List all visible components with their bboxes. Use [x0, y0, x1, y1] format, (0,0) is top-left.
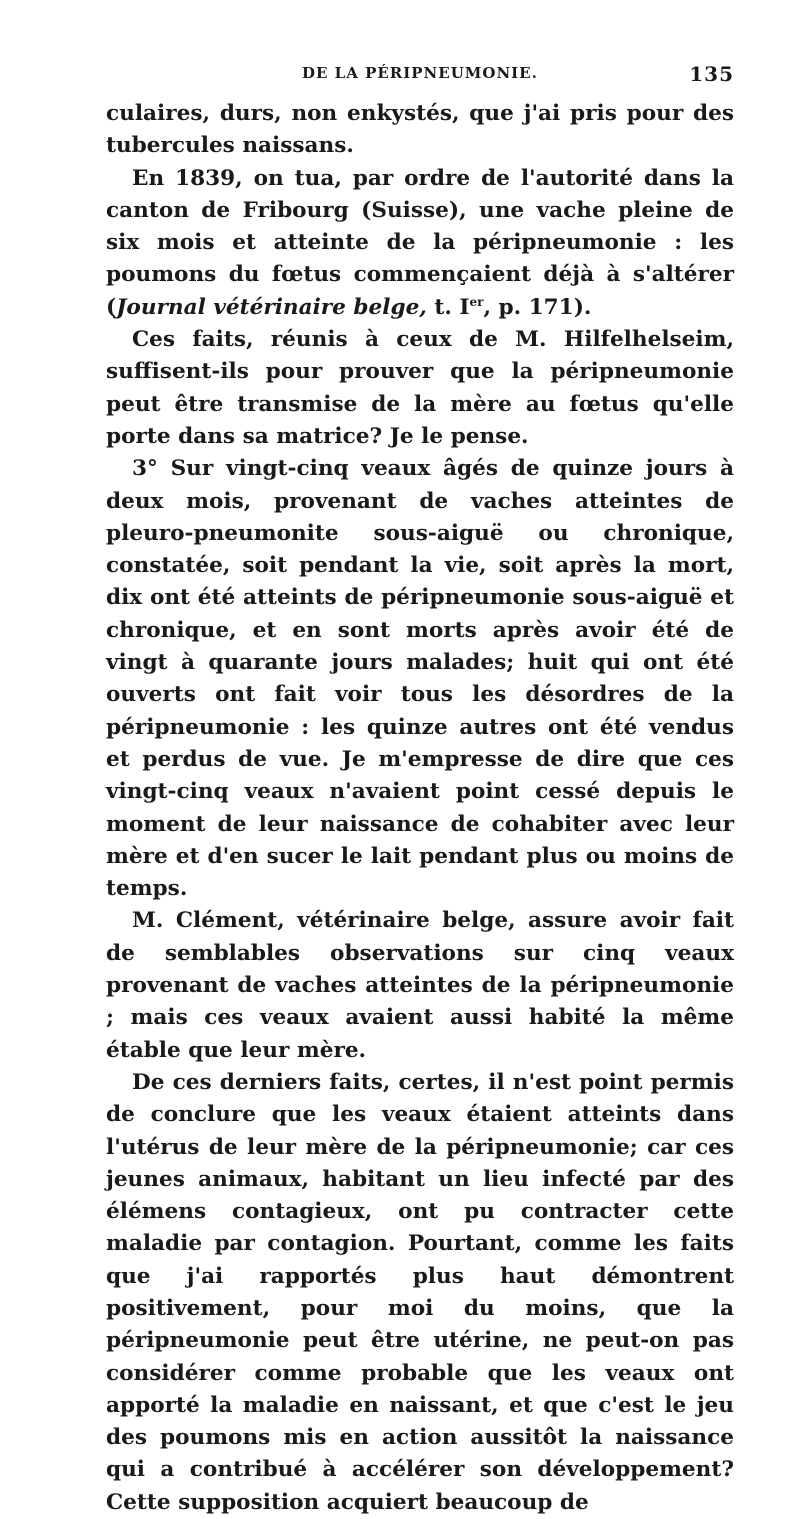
- paragraph-6: De ces derniers faits, certes, il n'est point permis de conclure que les veaux étaient atteints dans l'utérus de leur mère de la péripneumonie; car ces jeunes animaux, habitant un lieu infecté par des élémens contagieux, ont pu contracter cette maladie par contagion. Pourtant, comme les faits que j'ai rapportés plus haut démontrent positivement, pour moi du moins, que la péripneumonie peut être utérine, ne peut-on pas considérer comme probable que les veaux ont apporté la maladie en naissant, et que c'est le jeu des poumons mis en action aussitôt la naissance qui a contribué à accélérer son développement? Cette supposition acquiert beaucoup de: [106, 1069, 734, 1515]
- paragraph-2-text: En 1839, on tua, par ordre de l'autorité dans la canton de Fribourg (Suisse), une vache pleine de six mois et atteinte de la péripneumonie : les poumons du fœtus commençaient déjà à s'altérer (: [106, 165, 734, 320]
- journal-citation: Journal vétérinaire belge,: [116, 294, 427, 320]
- paragraph-2: [106, 163, 734, 324]
- page-header: [106, 62, 734, 98]
- citation-superscript: er: [469, 294, 484, 309]
- paragraph-5: M. Clément, vétérinaire belge, assure avoir fait de semblables observations sur cinq veaux provenant de vaches atteintes de la péripneumonie ; mais ces veaux avaient aussi habité la même étable que leur mère.: [106, 908, 734, 1063]
- running-title: DE LA PÉRIPNEUMONIE.: [302, 64, 538, 82]
- paragraph-4: 3° Sur vingt-cinq veaux âgés de quinze jours à deux mois, provenant de vaches atteintes de pleuro-pneumonite sous-aiguë ou chronique, constatée, soit pendant la vie, soit après la mort, dix ont été atteints de péripneumonie sous-aiguë et chronique, et en sont morts après avoir été de vingt à quarante jours malades; huit qui ont été ouverts ont fait voir tous les désordres de la péripneumonie : les quinze autres ont été vendus et perdus de vue. Je m'empresse de dire que ces vingt-cinq veaux n'avaient point cessé depuis le moment de leur naissance de cohabiter avec leur mère et d'en sucer le lait pendant plus ou moins de temps.: [106, 456, 734, 902]
- paragraph-3: Ces faits, réunis à ceux de M. Hilfelhelseim, suffisent-ils pour prouver que la péripneumonie peut être transmise de la mère au fœtus qu'elle porte dans sa matrice? Je le pense.: [106, 327, 734, 449]
- citation-volume: t. I: [426, 294, 470, 320]
- page-number: 135: [689, 62, 734, 86]
- paragraph-1: culaires, durs, non enkystés, que j'ai pris pour des tubercules naissans.: [106, 101, 734, 159]
- citation-page: , p. 171).: [483, 294, 592, 320]
- body-text: [106, 98, 734, 1519]
